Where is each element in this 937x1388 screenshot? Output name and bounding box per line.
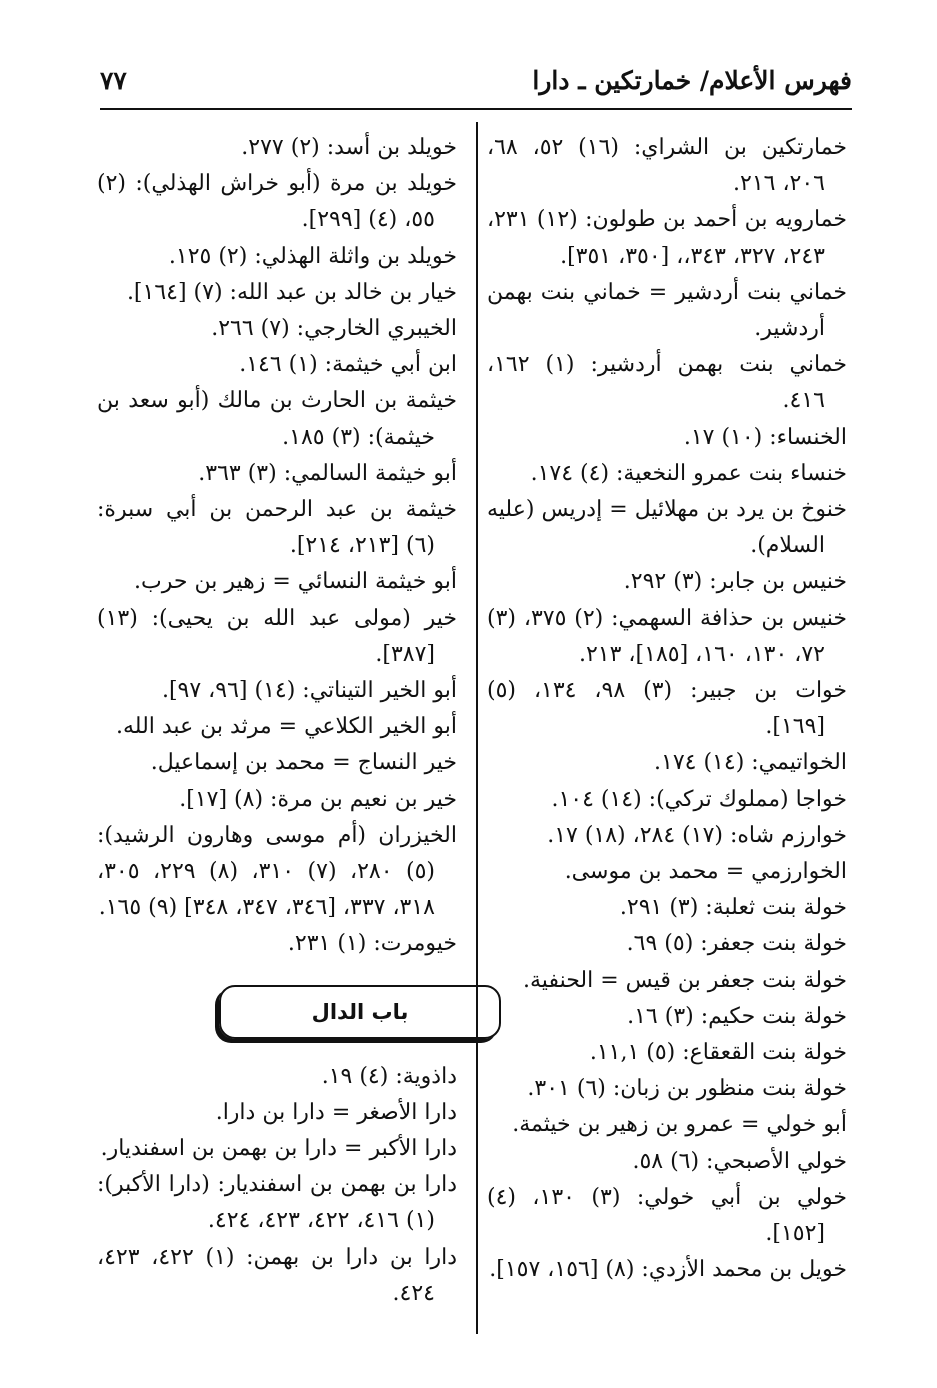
index-entry: خولة بنت ثعلبة: (٣) ٢٩١. (619, 895, 847, 921)
index-entry: خولة بنت القعقاع: (٥) ١١,١. (589, 1040, 847, 1066)
index-entries-left (97, 130, 457, 963)
index-entry: الخيبري الخارجي: (٧) ٢٦٦. (211, 316, 457, 342)
index-entry: خيار بن خالد بن عبد الله: (٧) [١٦٤]. (126, 279, 457, 305)
index-entry: دارا الأكبر = دارا بن بهمن بن اسفنديار. (100, 1136, 457, 1162)
index-entry: خويلد بن أسد: (٢) ٢٧٧. (241, 135, 457, 160)
index-entry: خويل بن محمد الأزدي: (٨) [١٥٦، ١٥٧]. (489, 1257, 847, 1283)
index-entry: خولة بنت جعفر: (٥) ٦٩. (626, 931, 847, 957)
index-entry: خمارويه بن أحمد بن طولون: (١٢) ٢٣١، ٢٤٣، ٣٢٧، ٣٤٣،، [٣٥٠، ٣٥١]. (487, 207, 847, 269)
chapter-title: باب الدال (311, 999, 409, 1024)
index-entry: الخنساء: (١٠) ١٧. (683, 424, 847, 450)
index-entry: خوارزم شاه: (١٧) ٢٨٤، (١٨) ١٧. (547, 822, 847, 848)
page-number: ٧٧ (100, 66, 127, 95)
index-entry: أبو الخير التيناتي: (١٤) [٩٦، ٩٧]. (161, 678, 457, 704)
index-entry: الخيزران (أم موسى وهارون الرشيد): (٥) ٢٨٠، (٧) ٣١٠، (٨) ٢٢٩، ٣٠٥، ٣١٨، ٣٣٧، [٣٤٦، ٣٤٧، ٣٤٨] (٩) ١٦٥. (97, 822, 457, 921)
index-entry: الخواتيمي: (١٤) ١٧٤. (654, 750, 847, 776)
index-entry: خويلد بن واثلة الهذلي: (٢) ١٢٥. (168, 243, 457, 269)
index-entry: خوات بن جبير: (٣) ٩٨، ١٣٤، (٥) [١٦٩]. (487, 678, 848, 740)
index-entry: خير النساج = محمد بن إسماعيل. (150, 750, 457, 776)
index-entry: خير (مولى عبد الله بن يحيى): (١٣) [٣٨٧]. (97, 605, 457, 667)
page-header (100, 66, 852, 102)
index-entry: خير بن نعيم بن مرة: (٨) [١٧]. (179, 786, 457, 812)
index-entry: أبو خولي = عمرو بن زهير بن خيثمة. (512, 1112, 847, 1138)
running-title: فهرس الأعلام/ خمارتكين ـ دارا (532, 66, 852, 95)
index-entry: خمارتكين بن الشراي: (١٦) ٥٢، ٦٨، ٢٠٦، ٢١٦. (487, 135, 848, 197)
index-entry: خواجا (مملوك تركي): (١٤) ١٠٤. (551, 786, 847, 812)
index-entry: خنيس بن جابر: (٣) ٢٩٢. (623, 569, 847, 595)
index-entries-right (487, 130, 847, 1289)
index-entry: خماني بنت بهمن أردشير: (١) ١٦٢، ٤١٦. (487, 352, 847, 414)
index-entry: خولة بنت منظور بن زبان: (٦) ٣٠١. (527, 1076, 847, 1102)
index-entry: خيثمة بن عبد الرحمن بن أبي سبرة: (٦) [٢١٣، ٢١٤]. (97, 497, 457, 559)
index-entry: خولة بنت جعفر بن قيس = الحنفية. (523, 967, 847, 993)
index-entry: خنيس بن حذافة السهمي: (٢) ٣٧٥، (٣) ٧٢، ١٣٠، ١٦٠، [١٨٥]، ٢١٣. (487, 605, 847, 667)
column-divider (476, 122, 478, 1334)
index-entry: أبو الخير الكلاعي = مرثد بن عبد الله. (116, 714, 457, 740)
index-entry: خولي بن أبي خولي: (٣) ١٣٠، (٤) [١٥٢]. (487, 1184, 848, 1247)
index-entry: داذوية: (٤) ١٩. (321, 1063, 457, 1089)
index-entry: دارا بن دارا بن بهمن: (١) ٤٢٢، ٤٢٣، ٤٢٤. (97, 1244, 458, 1306)
index-entry: خيثمة بن الحارث بن مالك (أبو سعد بن خيثمة): (٣) ١٨٥. (97, 388, 457, 450)
index-entries-left-dal (97, 1059, 457, 1312)
header-rule (100, 108, 852, 110)
index-entry: ابن أبي خيثمة: (١) ١٤٦. (239, 352, 457, 378)
index-entry: الخوارزمي = محمد بن موسى. (564, 859, 847, 885)
chapter-heading-box (219, 985, 501, 1039)
index-entry: خويلد بن مرة (أبو خراش الهذلي): (٢) ٥٥، (٤) [٢٩٩]. (97, 171, 457, 233)
index-entry: دارا الأصغر = دارا بن دارا. (215, 1099, 457, 1125)
index-entry: خنساء بنت عمرو النخعية: (٤) ١٧٤. (530, 460, 847, 486)
index-entry: خولة بنت حكيم: (٣) ١٦. (627, 1003, 847, 1029)
index-entry: خولي الأصبحي: (٦) ٥٨. (632, 1148, 847, 1174)
index-entry: خماني بنت أردشير = خماني بنت بهمن أردشير. (487, 279, 847, 342)
left-column (97, 130, 457, 1312)
index-entry: خنوخ بن يرد بن مهلائيل = إدريس (عليه السلام). (487, 497, 847, 559)
index-entry: أبو خيثمة السالمي: (٣) ٣٦٣. (198, 460, 457, 486)
index-entry: خيومرت: (١) ٢٣١. (287, 931, 457, 957)
right-column (487, 130, 847, 1289)
index-entry: أبو خيثمة النسائي = زهير بن حرب. (134, 569, 457, 595)
index-entry: دارا بن بهمن بن اسفنديار: (دارا الأكبر): (١) ٤١٦، ٤٢٢، ٤٢٣، ٤٢٤. (97, 1172, 457, 1234)
